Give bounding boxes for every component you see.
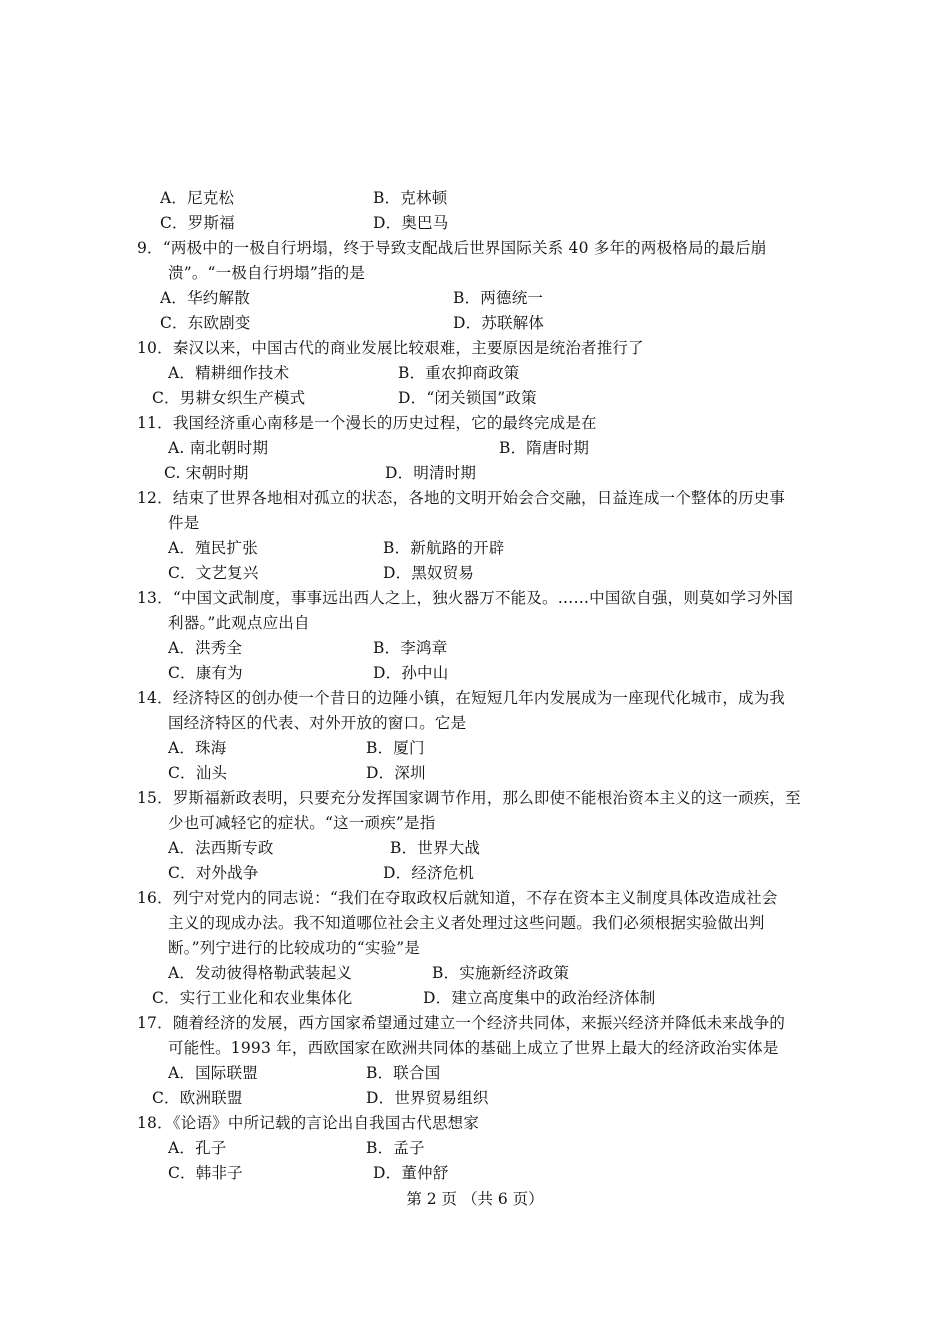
- q12-option-a: A．殖民扩张: [168, 539, 258, 557]
- q9-option-a: A．华约解散: [160, 289, 250, 307]
- q13-option-a: A．洪秀全: [168, 639, 243, 657]
- q10-option-b: B．重农抑商政策: [398, 364, 520, 382]
- q15-option-a: A．法西斯专政: [168, 839, 274, 857]
- q9-stem-line-2: 溃”。“一极自行坍塌”指的是: [168, 264, 366, 282]
- q10-option-d: D．“闭关锁国”政策: [398, 389, 537, 407]
- q9-option-c: C．东欧剧变: [160, 314, 251, 332]
- q13-stem-line-1: 13．“中国文武制度，事事远出西人之上，独火器万不能及。……中国欲自强，则莫如学习外国: [137, 589, 794, 607]
- q16-stem-line-1: 16．列宁对党内的同志说：“我们在夺取政权后就知道，不存在资本主义制度具体改造成社会: [137, 889, 778, 907]
- q9-option-b: B．两德统一: [453, 289, 544, 307]
- q16-option-d: D．建立高度集中的政治经济体制: [423, 989, 656, 1007]
- q11-option-c: C. 宋朝时期: [164, 464, 249, 482]
- q15-stem-line-2: 少也可减轻它的症状。“这一顽疾”是指: [168, 814, 436, 832]
- q11-stem-line-1: 11．我国经济重心南移是一个漫长的历史过程，它的最终完成是在: [137, 414, 597, 432]
- page-footer: 第 2 页 （共 6 页）: [406, 1190, 544, 1208]
- q15-option-d: D．经济危机: [383, 864, 475, 882]
- q8-option-d: D．奥巴马: [373, 214, 449, 232]
- q8-option-b: B．克林顿: [373, 189, 448, 207]
- q12-option-b: B．新航路的开辟: [383, 539, 505, 557]
- q14-option-c: C．汕头: [168, 764, 228, 782]
- q13-option-c: C．康有为: [168, 664, 243, 682]
- q18-option-a: A．孔子: [168, 1139, 227, 1157]
- q17-stem-line-1: 17．随着经济的发展，西方国家希望通过建立一个经济共同体，来振兴经济并降低未来战争的: [137, 1014, 786, 1032]
- q9-option-d: D．苏联解体: [453, 314, 545, 332]
- q17-option-d: D．世界贸易组织: [366, 1089, 489, 1107]
- q17-option-c: C．欧洲联盟: [152, 1089, 243, 1107]
- q13-stem-line-2: 利器。”此观点应出自: [168, 614, 310, 632]
- q17-option-b: B．联合国: [366, 1064, 441, 1082]
- q12-option-c: C．文艺复兴: [168, 564, 259, 582]
- q17-option-a: A．国际联盟: [168, 1064, 258, 1082]
- q18-option-c: C．韩非子: [168, 1164, 243, 1182]
- q12-option-d: D．黑奴贸易: [383, 564, 475, 582]
- q18-option-d: D．董仲舒: [373, 1164, 449, 1182]
- q15-option-b: B．世界大战: [390, 839, 481, 857]
- q12-stem-line-1: 12．结束了世界各地相对孤立的状态，各地的文明开始会合交融，日益连成一个整体的历史事: [137, 489, 786, 507]
- q15-stem-line-1: 15．罗斯福新政表明，只要充分发挥国家调节作用，那么即使不能根治资本主义的这一顽疾，至: [137, 789, 801, 807]
- q14-option-b: B．厦门: [366, 739, 425, 757]
- q14-stem-line-1: 14．经济特区的创办使一个昔日的边陲小镇，在短短几年内发展成为一座现代化城市，成为我: [137, 689, 786, 707]
- q13-option-d: D．孙中山: [373, 664, 449, 682]
- q16-stem-line-3: 断。”列宁进行的比较成功的“实验”是: [168, 939, 421, 957]
- q14-option-d: D．深圳: [366, 764, 426, 782]
- q16-option-b: B．实施新经济政策: [432, 964, 570, 982]
- q10-option-c: C．男耕女织生产模式: [152, 389, 306, 407]
- q18-option-b: B．孟子: [366, 1139, 425, 1157]
- q8-option-a: A．尼克松: [160, 189, 235, 207]
- q8-option-c: C．罗斯福: [160, 214, 235, 232]
- q13-option-b: B．李鸿章: [373, 639, 448, 657]
- q10-stem-line-1: 10．秦汉以来，中国古代的商业发展比较艰难，主要原因是统治者推行了: [137, 339, 644, 357]
- q14-stem-line-2: 国经济特区的代表、对外开放的窗口。它是: [168, 714, 467, 732]
- q11-option-a: A. 南北朝时期: [168, 439, 269, 457]
- q10-option-a: A．精耕细作技术: [168, 364, 290, 382]
- q16-option-a: A．发动彼得格勒武装起义: [168, 964, 353, 982]
- q18-stem-line-1: 18．《论语》中所记载的言论出自我国古代思想家: [137, 1114, 480, 1132]
- q15-option-c: C．对外战争: [168, 864, 259, 882]
- q11-option-b: B．隋唐时期: [499, 439, 590, 457]
- q9-stem-line-1: 9．“两极中的一极自行坍塌，终于导致支配战后世界国际关系 40 多年的两极格局的最后崩: [137, 239, 767, 257]
- q17-stem-line-2: 可能性。1993 年，西欧国家在欧洲共同体的基础上成立了世界上最大的经济政治实体是: [168, 1039, 779, 1057]
- q14-option-a: A．珠海: [168, 739, 227, 757]
- q16-option-c: C．实行工业化和农业集体化: [152, 989, 353, 1007]
- q12-stem-line-2: 件是: [168, 514, 200, 532]
- q16-stem-line-2: 主义的现成办法。我不知道哪位社会主义者处理过这些问题。我们必须根据实验做出判: [168, 914, 765, 932]
- q11-option-d: D．明清时期: [385, 464, 477, 482]
